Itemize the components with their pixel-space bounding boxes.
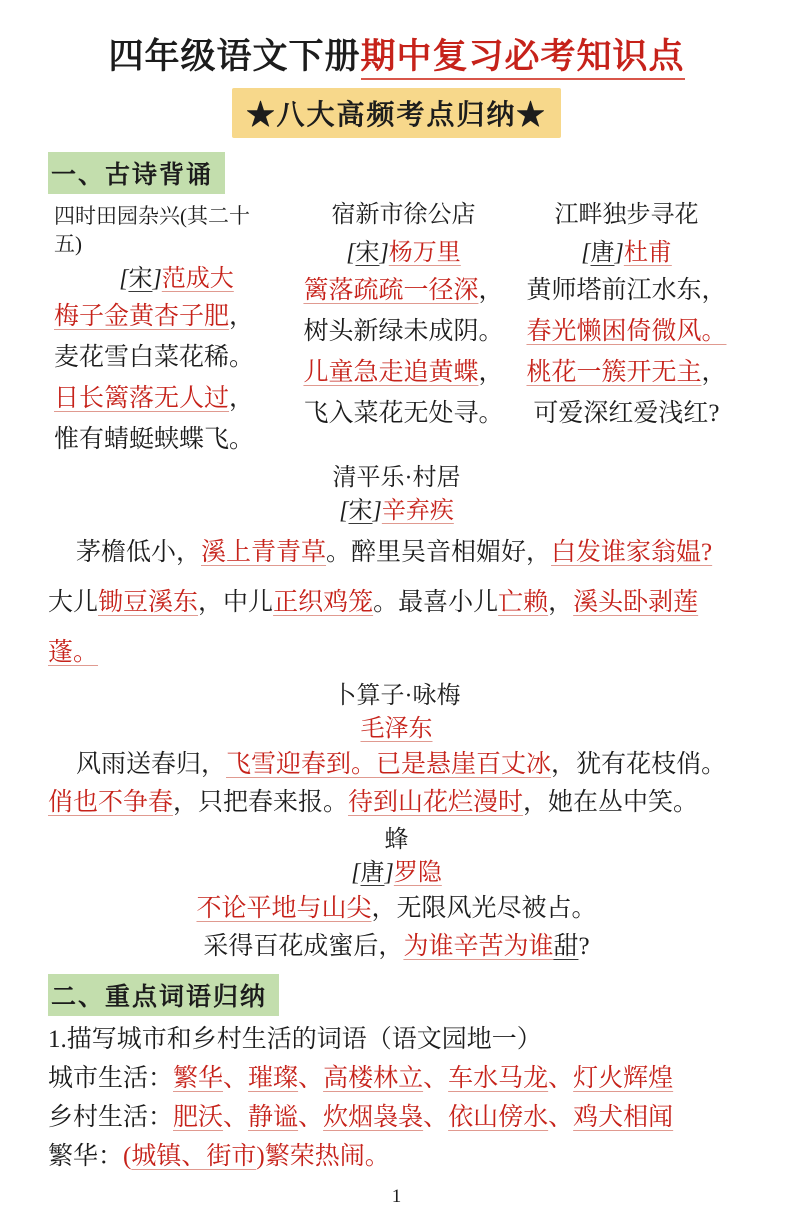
text-run: 风雨送春归，: [76, 751, 227, 778]
page-title: [48, 34, 745, 80]
text-run: 飞雪迎春到。: [226, 751, 377, 778]
text-run: ): [256, 1143, 265, 1170]
vocab-line: [48, 1059, 745, 1098]
poem-column-2: [299, 198, 508, 460]
poem-lines: [48, 890, 745, 966]
poem-lines: [48, 746, 745, 822]
text-run: 城镇、街市: [131, 1143, 257, 1170]
text-run: 儿童急走追黄蝶: [303, 359, 479, 386]
text-run: 唐: [360, 860, 385, 886]
text-run: 锄豆溪东: [98, 589, 199, 616]
text-run: 飞入菜花无处寻。: [303, 400, 504, 427]
poem-line: [508, 393, 745, 434]
text-run: 璀璨: [248, 1065, 299, 1092]
text-run: 。最喜小儿: [373, 589, 499, 616]
text-run: 范成大: [161, 266, 234, 292]
text-run: 宋: [348, 498, 373, 524]
poem-line: [299, 393, 508, 434]
text-run: ，: [551, 751, 577, 778]
text-run: 白发谁家翁媪?: [551, 539, 713, 566]
text-run: [: [119, 266, 129, 292]
text-run: 中儿: [223, 589, 274, 616]
text-run: 正织鸡笼: [273, 589, 374, 616]
poem-column-3: [508, 198, 745, 460]
text-run: 。醉里吴音相媚好，: [326, 539, 552, 566]
section-heading-poems: 一、古诗背诵: [48, 152, 225, 194]
poem-title: 蜂: [384, 827, 409, 853]
page-number: 1: [391, 1186, 402, 1207]
text-run: 茅檐低小，: [76, 539, 202, 566]
poem-line: [508, 352, 745, 393]
text-run: 日长篱落无人过: [54, 385, 230, 412]
text-run: ，她在丛中笑。: [523, 789, 699, 816]
text-run: 依山傍水: [448, 1104, 549, 1131]
text-run: 犹有花枝俏。: [576, 751, 727, 778]
text-run: ，: [478, 359, 504, 386]
text-run: 车水马龙: [448, 1065, 549, 1092]
text-run: 甜: [553, 933, 579, 960]
text-run: 麦花雪白菜花稀。: [54, 344, 255, 371]
poem-title: 卜算子·咏梅: [332, 683, 461, 709]
text-run: 不论平地与山尖: [196, 895, 372, 922]
text-run: 、: [548, 1104, 574, 1131]
text-run: ，: [198, 589, 224, 616]
text-run: 肥沃: [173, 1104, 224, 1131]
page-title-black: 四年级语文下册: [108, 37, 361, 76]
text-run: [: [346, 240, 356, 266]
text-run: ?: [578, 933, 590, 960]
poem-title: 宿新市徐公店: [331, 202, 476, 228]
text-run: 、: [423, 1065, 449, 1092]
text-run: ，: [478, 277, 504, 304]
text-run: 辛弃疾: [381, 498, 454, 524]
text-run: 亡赖: [498, 589, 549, 616]
text-run: 、: [548, 1065, 574, 1092]
vocab-line: [48, 1020, 745, 1059]
text-run: ]: [372, 498, 382, 524]
text-run: ]: [152, 266, 162, 292]
text-run: 高楼林立: [323, 1065, 424, 1092]
poem-block-busuanzi: [48, 680, 745, 822]
poem-line: [54, 419, 299, 460]
text-run: 、: [423, 1104, 449, 1131]
text-run: 杜甫: [623, 240, 672, 266]
poem-author: [299, 236, 508, 270]
poem-line: [48, 890, 745, 928]
text-run: 黄师塔前江水东，: [526, 277, 727, 304]
text-run: 城市生活：: [48, 1065, 174, 1092]
text-run: 毛泽东: [360, 716, 433, 742]
subtitle-row: [48, 88, 745, 138]
text-run: ，无限风光尽被占。: [371, 895, 597, 922]
page-title-red: 期中复习必考知识点: [361, 37, 685, 80]
poem-line: [48, 578, 745, 678]
text-run: 溪上青青草: [201, 539, 327, 566]
text-run: 已是悬崖百丈冰: [376, 751, 552, 778]
poem-line: [508, 270, 745, 311]
text-run: 、: [223, 1065, 249, 1092]
text-run: 、: [298, 1065, 324, 1092]
poem-column-1: [48, 198, 299, 460]
poem-columns: [48, 198, 745, 460]
vocab-lines: [48, 1020, 745, 1176]
poem-author: [54, 262, 299, 296]
poem-author: [48, 494, 745, 528]
section-heading-vocab: 二、重点词语归纳: [48, 974, 279, 1016]
poem-title: 江畔独步寻花: [554, 202, 699, 228]
poem-line: [48, 784, 745, 822]
text-run: ，: [548, 589, 574, 616]
poem-author: [48, 712, 745, 746]
text-run: 鸡犬相闻: [573, 1104, 674, 1131]
poem-author: [48, 856, 745, 890]
text-run: 唐: [590, 240, 615, 266]
text-run: 灯火辉煌: [573, 1065, 674, 1092]
poem-line: [299, 311, 508, 352]
text-run: 篱落疏疏一径深: [303, 277, 479, 304]
poem-block-feng: [48, 824, 745, 966]
text-run: (: [123, 1143, 132, 1170]
text-run: 树头新绿未成阴。: [303, 318, 504, 345]
poem-line: [54, 337, 299, 378]
text-run: 宋: [355, 240, 380, 266]
text-run: 大儿: [48, 589, 99, 616]
text-run: 溪头卧剥莲蓬。: [48, 589, 699, 666]
text-run: 1.描写城市和乡村生活的词语（语文园地一）: [48, 1026, 542, 1053]
text-run: [: [339, 498, 349, 524]
text-run: ]: [384, 860, 394, 886]
text-run: ]: [379, 240, 389, 266]
text-run: 可爱深红爱浅红?: [533, 400, 720, 427]
poem-line: [508, 311, 745, 352]
poem-line: [54, 296, 299, 337]
section-2: [48, 974, 745, 1176]
text-run: 、: [223, 1104, 249, 1131]
text-run: ]: [614, 240, 624, 266]
section-1: [48, 138, 745, 194]
text-run: 宋: [128, 266, 153, 292]
text-run: 待到山花烂漫时: [348, 789, 524, 816]
poem-author: [508, 236, 745, 270]
text-run: 炊烟袅袅: [323, 1104, 424, 1131]
text-run: 春光懒困倚微风。: [526, 318, 727, 345]
poem-line: [299, 270, 508, 311]
text-run: 乡村生活：: [48, 1104, 174, 1131]
vocab-line: [48, 1137, 745, 1176]
text-run: [: [351, 860, 361, 886]
text-run: 、: [298, 1104, 324, 1131]
poem-line: [54, 378, 299, 419]
text-run: ，: [229, 385, 255, 412]
text-run: ，: [229, 303, 255, 330]
text-run: 杨万里: [388, 240, 461, 266]
vocab-line: [48, 1098, 745, 1137]
text-run: 为谁辛苦为谁: [403, 933, 554, 960]
text-run: 采得百花成蜜后，: [203, 933, 404, 960]
subtitle-highlight: ★八大高频考点归纳★: [232, 88, 560, 138]
poem-line: [48, 746, 745, 784]
poem-line: [299, 352, 508, 393]
text-run: 静谧: [248, 1104, 299, 1131]
text-run: 桃花一簇开无主: [526, 359, 702, 386]
text-run: 梅子金黄杏子肥: [54, 303, 230, 330]
poem-block-qingpingle: [48, 462, 745, 678]
text-run: 惟有蜻蜓蛱蝶飞。: [54, 426, 255, 453]
poem-line: [48, 528, 745, 578]
text-run: 繁华: [173, 1065, 224, 1092]
poem-title: 四时田园杂兴(其二十五): [54, 204, 250, 256]
poem-line: [48, 928, 745, 966]
poem-title: 清平乐·村居: [332, 465, 461, 491]
poem-lines: [48, 528, 745, 678]
text-run: 俏也不争春: [48, 789, 174, 816]
text-run: ，只把春来报。: [173, 789, 349, 816]
text-run: [: [581, 240, 591, 266]
text-run: ，: [701, 359, 727, 386]
text-run: 繁荣热闹。: [264, 1143, 390, 1170]
text-run: 繁华：: [48, 1143, 124, 1170]
text-run: 罗隐: [393, 860, 442, 886]
